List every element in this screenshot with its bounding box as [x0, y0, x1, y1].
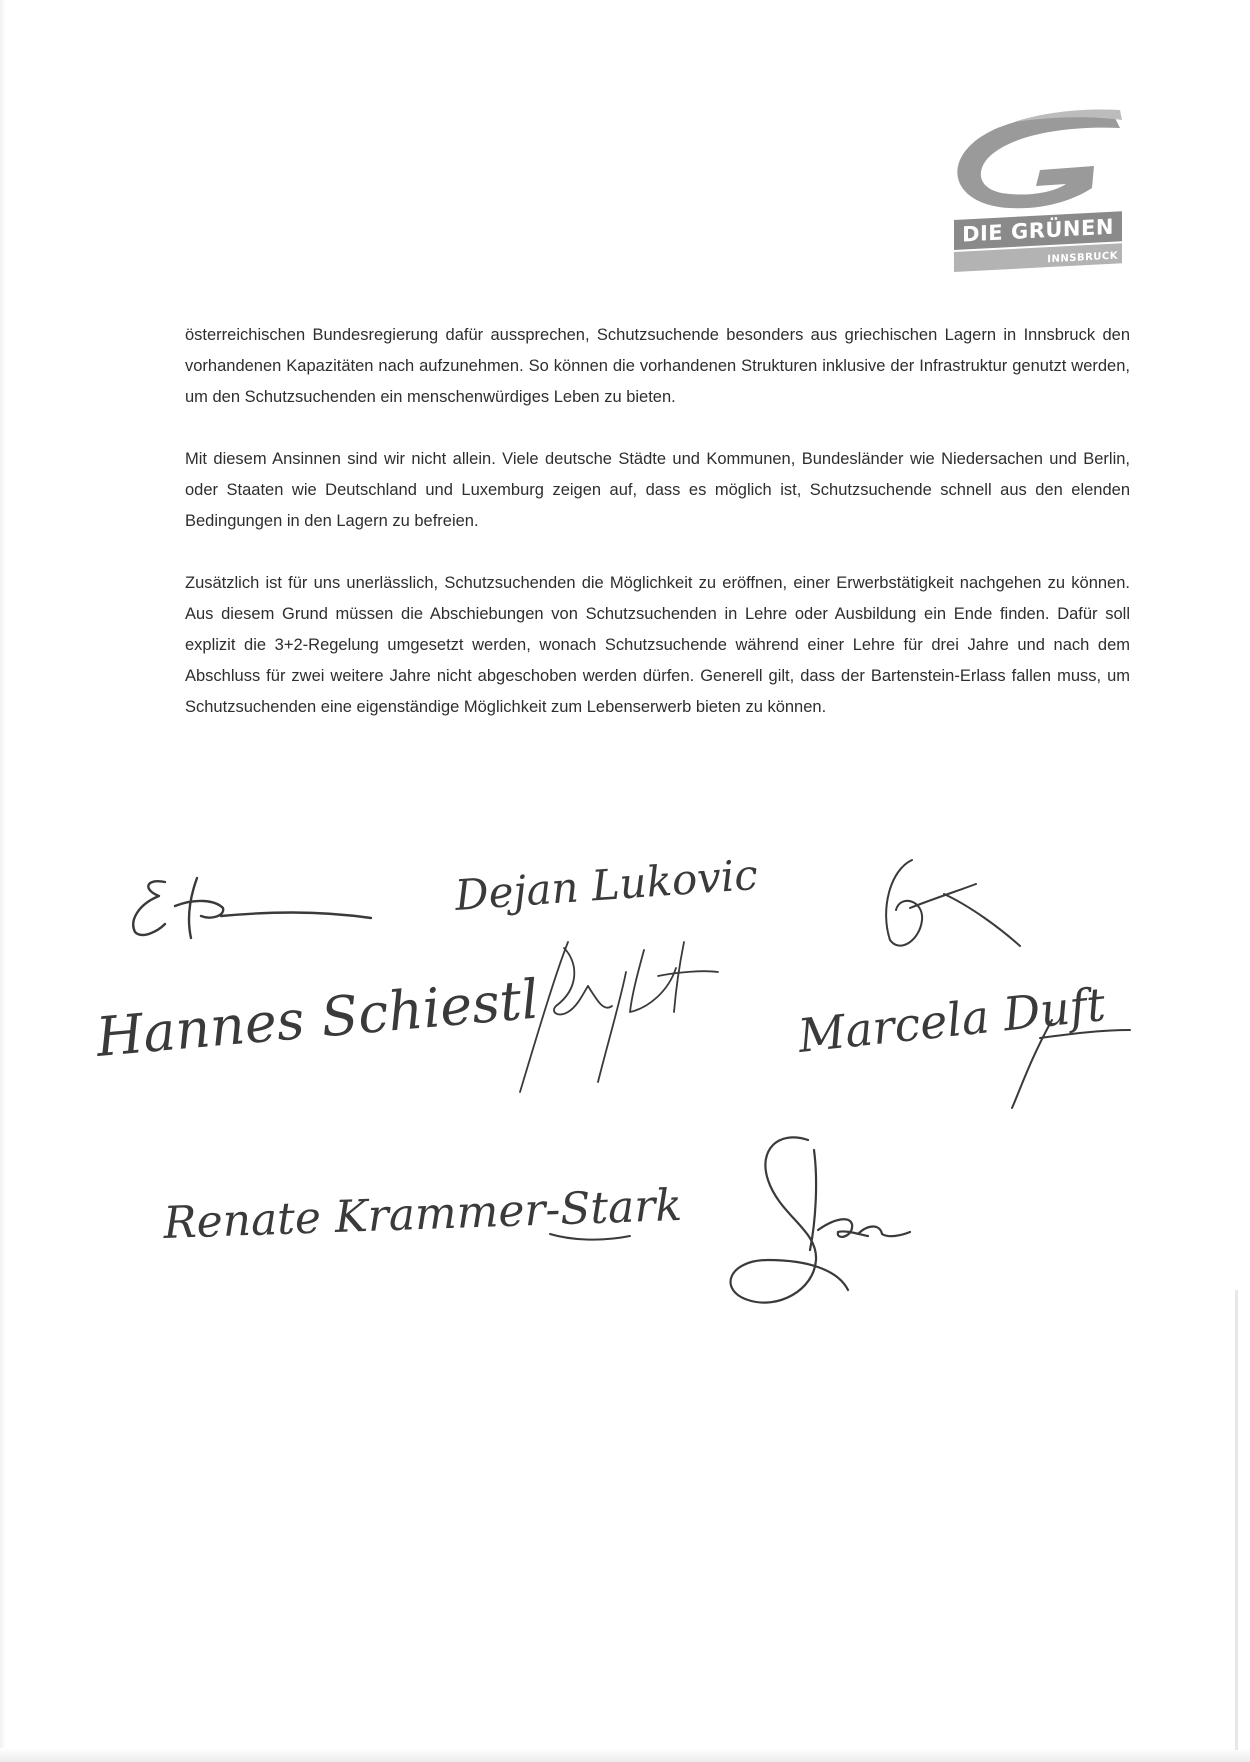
signature-name-2: Hannes Schiestl [93, 967, 542, 1069]
logo-swoosh-icon [944, 108, 1122, 228]
scan-edge-right [1235, 1290, 1238, 1750]
signature-hannes-schiestl [92, 967, 542, 1088]
letter-body [185, 320, 1130, 754]
logo-location: INNSBRUCK [1047, 250, 1118, 266]
paragraph-1: österreichischen Bundesregierung dafür aussprechen, Schutzsuchende besonders aus griechischen Lagern in Innsbruck den vorhandenen Kapazitäten nach aufzunehmen. So können die vorhandenen Strukturen inklusive der Infrastruktur genutzt werden, um den Schutzsuchenden ein menschenwürdiges Leben zu bieten. [185, 326, 1130, 406]
paragraph-3: Zusätzlich ist für uns unerlässlich, Schutzsuchenden die Möglichkeit zu eröffnen, einer Erwerbstätigkeit nachgehen zu können. Aus diesem Grund müssen die Abschiebungen von Schutzsuchenden in Lehre oder Ausbildung ein Ende finden. Dafür soll explizit die 3+2-Regelung umgesetzt werden, wonach Schutzsuchende während einer Lehre für drei Jahre und nach dem Abschluss für zwei weitere Jahre nicht abgeschoben werden dürfen. Generell gilt, dass der Bartenstein-Erlass fallen muss, um Schutzsuchenden eine eigenständige Möglichkeit zum Lebenserwerb bieten zu können. [185, 574, 1130, 716]
signature-initials [125, 860, 385, 950]
signature-marcela-duft [790, 977, 1170, 1110]
signature-vertical-scribble [508, 932, 748, 1112]
signature-renate-krammer-stark [160, 1172, 683, 1272]
signature-dejan-lukovic [448, 849, 768, 938]
scan-edge-bottom [0, 1748, 1250, 1762]
signature-loop-right [860, 850, 1040, 960]
signature-name-1: Dejan Lukovic [453, 849, 760, 920]
party-logo [944, 108, 1122, 284]
signature-block [0, 840, 1250, 1300]
paragraph-2: Mit diesem Ansinnen sind wir nicht allein. Viele deutsche Städte und Kommunen, Bundesländer wie Niedersachen und Berlin, oder Staaten wie Deutschland und Luxemburg zeigen auf, dass es möglich ist, Schutzsuchende schnell aus den elenden Bedingungen in den Lagern zu befreien. [185, 450, 1130, 530]
signature-name-3: Marcela Duft [795, 977, 1108, 1063]
logo-name: DIE GRÜNEN [962, 214, 1114, 247]
signature-large-loop [718, 1120, 938, 1320]
signature-name-4: Renate Krammer-Stark [162, 1179, 683, 1249]
